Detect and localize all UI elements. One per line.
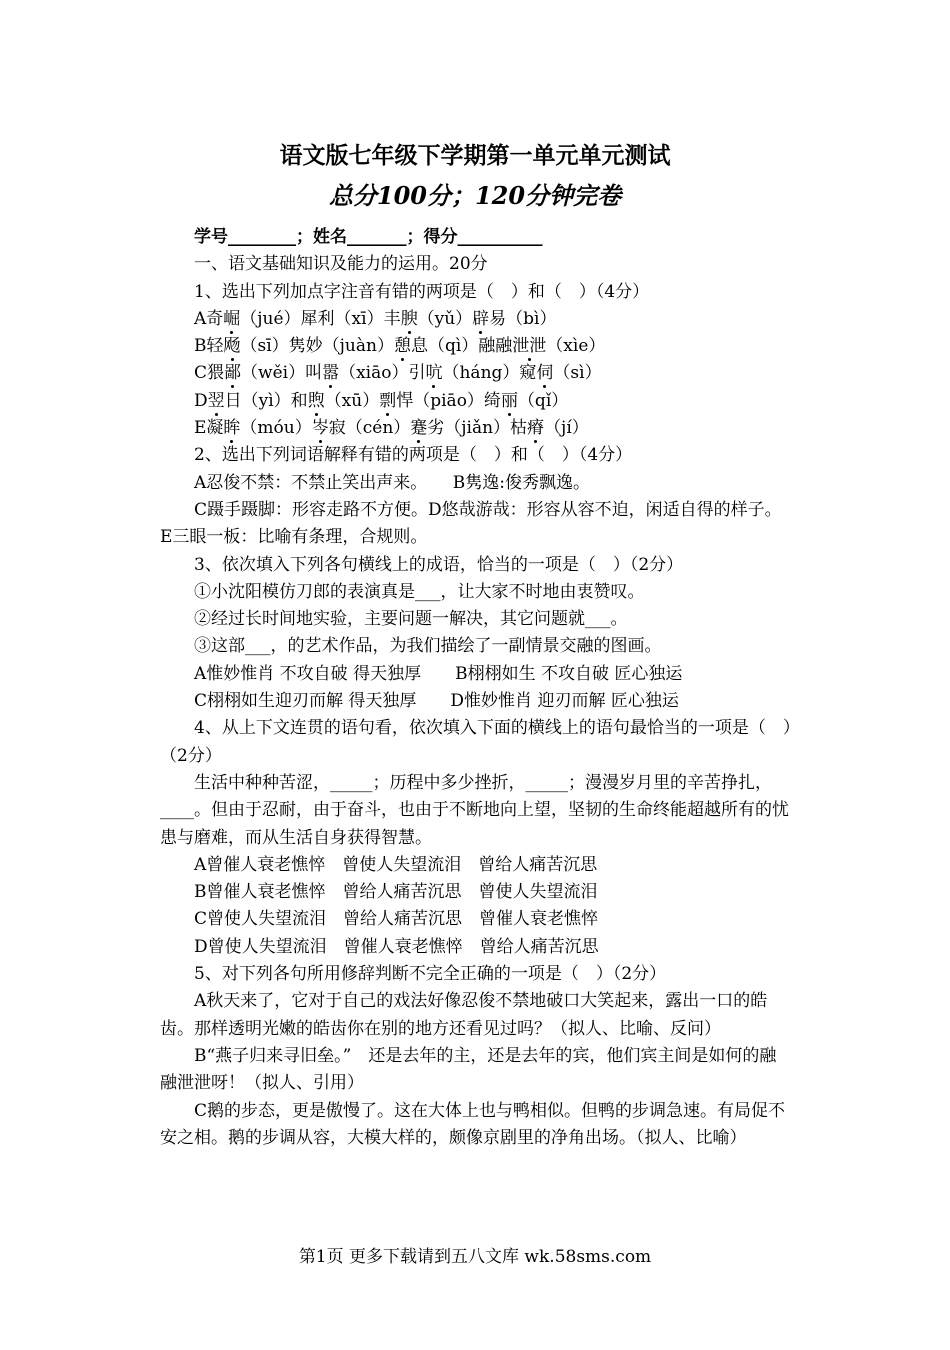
emphasis-char: 蹇 bbox=[410, 418, 428, 439]
exam-body bbox=[160, 224, 792, 1152]
q5-option-c: C鹅的步态，更是傲慢了。这在大体上也与鸭相似。但鸭的步调急速。有局促不安之相。鹅的步调从容，大模大样的，颇像京剧里的净角出场。（拟人、比喻） bbox=[160, 1100, 786, 1148]
q1-option-e: E凝眸（móu）岑寂（cén）蹇劣（jiǎn）枯瘠（jí） bbox=[194, 418, 589, 439]
q3-sentence-1: ①小沈阳模仿刀郎的表演真是___，让大家不时地由衷赞叹。 bbox=[194, 581, 645, 602]
q1-option-c: C猥鄙（wěi）叫嚣（xiāo）引吭（háng）窥伺（sì） bbox=[194, 363, 602, 384]
question-4-stem: 4、从上下文连贯的语句看，依次填入下面的横线上的语句最恰当的一项是（ ）（2分） bbox=[160, 718, 792, 766]
q1-option-b: B轻飏（sī）隽妙（juàn）憩息（qì）融融泄泄（xìe） bbox=[194, 336, 606, 357]
emphasis-char: 嚣 bbox=[322, 363, 340, 384]
q4-option-a: A曾催人衰老憔悴 曾使人失望流泪 曾给人痛苦沉思 bbox=[194, 854, 598, 875]
emphasis-char: 辟 bbox=[472, 308, 490, 329]
emphasis-char: 飏 bbox=[223, 336, 241, 357]
q3-sentence-3: ③这部___，的艺术作品，为我们描绘了一副情景交融的图画。 bbox=[194, 636, 662, 657]
page-subtitle: 总分100分；120分钟完卷 bbox=[328, 181, 622, 210]
emphasis-char: 瘠 bbox=[527, 418, 545, 439]
emphasis-char: 翌 bbox=[207, 390, 225, 411]
page-footer: 第1页 更多下载请到五八文库 wk.58sms.com bbox=[298, 1247, 652, 1267]
emphasis-char: 崛 bbox=[223, 308, 241, 329]
question-2-stem: 2、选出下列词语解释有错的两项是（ ）和（ ）（4分） bbox=[194, 445, 633, 466]
emphasis-char: 剽 bbox=[379, 390, 397, 411]
student-info-line: 学号________；姓名_______；得分__________ bbox=[194, 227, 543, 247]
q1-option-d: D翌日（yì）和煦（xū）剽悍（piāo）绮丽（qǐ） bbox=[194, 390, 569, 411]
emphasis-char: 伺 bbox=[536, 363, 554, 384]
emphasis-char: 腴 bbox=[400, 308, 418, 329]
question-5-stem: 5、对下列各句所用修辞判断不完全正确的一项是（ ）（2分） bbox=[194, 964, 667, 985]
emphasis-char: 憩 bbox=[393, 336, 411, 357]
q3-options-cd: C栩栩如生迎刃而解 得天独厚 D惟妙惟肖 迎刃而解 匠心独运 bbox=[194, 691, 679, 712]
q2-options-cde: C蹑手蹑脚：形容走路不方便。D悠哉游哉：形容从容不迫，闲适自得的样子。E三眼一板：比喻有条理，合规则。 bbox=[160, 499, 782, 548]
q1-option-a: A奇崛（jué）犀利（xī）丰腴（yǔ）辟易（bì） bbox=[194, 308, 557, 329]
section-heading: 一、语文基础知识及能力的运用。20分 bbox=[194, 254, 488, 275]
emphasis-char: 吭 bbox=[425, 363, 443, 384]
emphasis-char: 泄泄 bbox=[512, 336, 547, 357]
q4-passage: 生活中种种苦涩，_____；历程中多少挫折，_____；漫漫岁月里的辛苦挣扎，____。但由于忍耐，由于奋斗，也由于不断地向上望，坚韧的生命终能超越所有的忧患与磨难，而从生活自身获得智慧。 bbox=[160, 772, 789, 848]
q5-option-b: B“燕子归来寻旧垒。” 还是去年的主，还是去年的宾，他们宾主间是如何的融融泄泄呀！（拟人、引用） bbox=[160, 1045, 777, 1094]
q4-option-d: D曾使人失望流泪 曾催人衰老憔悴 曾给人痛苦沉思 bbox=[194, 936, 599, 957]
emphasis-char: 鄙 bbox=[224, 363, 242, 384]
emphasis-char: 煦 bbox=[307, 390, 325, 411]
emphasis-char: 眸 bbox=[223, 418, 241, 439]
page-title: 语文版七年级下学期第一单元单元测试 bbox=[279, 142, 671, 169]
emphasis-char: 岑 bbox=[311, 418, 329, 439]
q3-options-ab: A惟妙惟肖 不攻自破 得天独厚 B栩栩如生 不攻自破 匠心独运 bbox=[194, 663, 683, 684]
question-1-stem: 1、选出下列加点字注音有错的两项是（ ）和（ ）（4分） bbox=[194, 281, 650, 302]
question-3-stem: 3、依次填入下列各句横线上的成语，恰当的一项是（ ）（2分） bbox=[194, 554, 684, 575]
q4-option-c: C曾使人失望流泪 曾给人痛苦沉思 曾催人衰老憔悴 bbox=[194, 909, 599, 930]
q5-option-a: A秋天来了，它对于自己的戏法好像忍俊不禁地破口大笑起来，露出一口的皓齿。那样透明光嫩的皓齿你在别的地方还看见过吗？（拟人、比喻、反问） bbox=[160, 991, 768, 1039]
q2-options-ab: A忍俊不禁：不禁止笑出声来。 B隽逸:俊秀飘逸。 bbox=[194, 472, 590, 493]
q3-sentence-2: ②经过长时间地实验，主要问题一解决，其它问题就___。 bbox=[194, 609, 628, 630]
q4-option-b: B曾催人衰老憔悴 曾给人痛苦沉思 曾使人失望流泪 bbox=[194, 882, 598, 903]
emphasis-char: 丽 bbox=[500, 390, 518, 411]
